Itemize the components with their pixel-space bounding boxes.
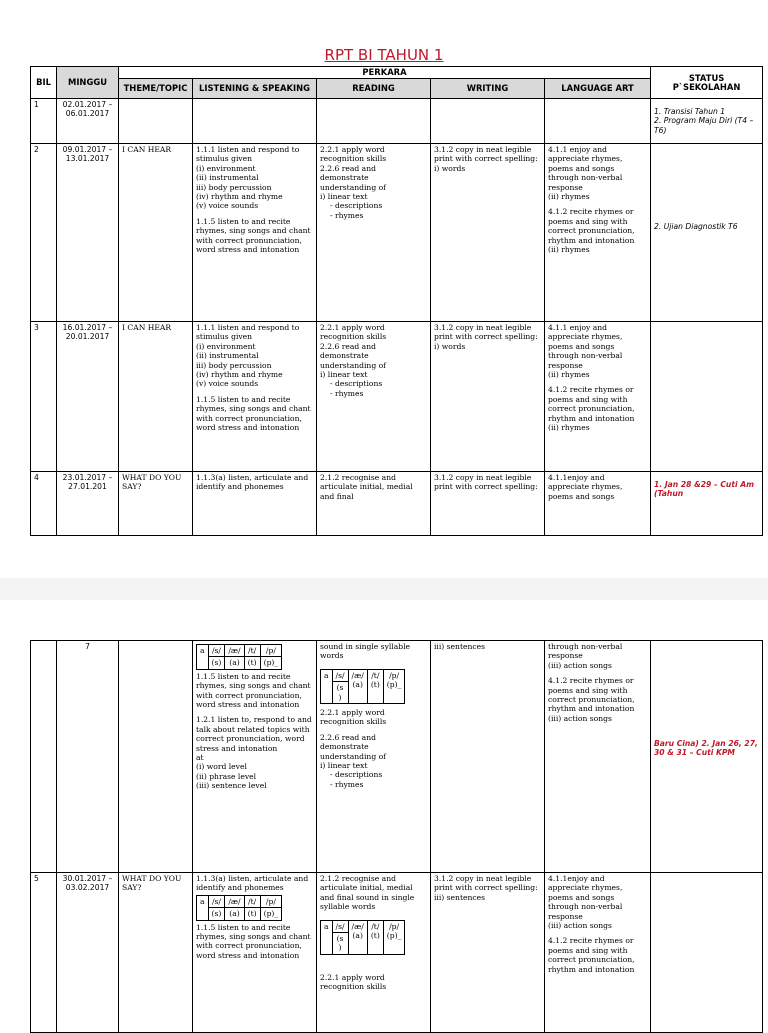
header-minggu: MINGGU [57,67,119,99]
cell-writing [431,99,545,144]
cell-theme [119,641,193,873]
phoneme-letter: (s [336,683,344,693]
status-line: 2. Program Maju Diri (T4 – T6) [654,116,754,135]
skill-text: i) linear text [320,761,368,771]
scheme-table [30,66,763,536]
cell-reading [317,99,431,144]
phoneme-sym: /æ/ [351,670,364,680]
phoneme: /t/ [244,645,260,657]
phoneme: /æ/ [225,895,244,907]
skill-text: sound in single syllable words [320,642,411,661]
cell-bil: 4 [31,472,57,536]
phoneme [383,920,405,954]
cell-listening [193,144,317,322]
header-reading: READING [317,79,431,99]
cell-theme [119,99,193,144]
cell-writing [431,873,545,1033]
skill-text: 1.1.1 listen and respond to stimulus given [196,145,300,164]
phoneme-sym: /p/ [389,921,400,931]
phoneme-letter: (p)_ [260,908,282,920]
skill-text: 2.2.6 read and demonstrate understanding of [320,341,386,370]
phoneme-sym: /t/ [371,670,380,680]
cell-minggu: 16.01.2017 – 20.01.2017 [57,322,119,472]
cell-minggu: 09.01.2017 – 13.01.2017 [57,144,119,322]
list-item: (ii) instrumental [196,351,259,361]
cell-status [651,99,763,144]
cell-status [651,322,763,472]
phoneme [383,669,405,703]
cell-status: Baru Cina) 2. Jan 26, 27, 30 & 31 – Cuti KPM [651,641,763,873]
scheme-table-continued [30,640,763,1033]
skill-text: 1.1.5 listen to and recite rhymes, sing songs and chant with correct pronunciation, word stress and intonation [196,216,311,255]
cell-theme: I CAN HEAR [119,322,193,472]
phoneme-letter: (s) [208,657,225,669]
skill-text: iii) sentences [434,892,486,902]
phoneme-table [196,895,282,921]
cell-bil: 3 [31,322,57,472]
phoneme: /t/ [244,895,260,907]
cell-status: 2. Ujian Diagnostik T6 [651,144,763,322]
cell-theme: WHAT DO YOU SAY? [119,873,193,1033]
table-row [31,322,763,472]
phoneme [367,669,383,703]
cell-reading: 2.1.2 recognise and articulate initial, medial and final [317,472,431,536]
skill-text: 2.1.2 recognise and articulate initial, medial and final sound in single syllable words [320,874,415,912]
cell-reading [317,873,431,1033]
skill-text: 1.1.3(a) listen, articulate and identify and phonemes [196,874,309,893]
skill-text: 1.1.1 listen and respond to stimulus given [196,323,300,342]
phoneme-table [320,920,405,955]
cell-bil [31,641,57,873]
skill-text: through non-verbal response [548,642,623,661]
phoneme [348,669,367,703]
skill-text: (ii) rhymes [548,245,590,255]
phoneme: /s/ [332,920,348,932]
phoneme: /s/ [208,645,225,657]
phoneme-letter: (a) [352,680,363,690]
skill-text: 2.2.6 read and demonstrate understanding of [320,732,386,761]
skill-text: 2.2.1 apply word recognition skills [320,972,387,992]
phoneme: /s/ [208,895,225,907]
skill-text: 4.1.1enjoy and appreciate rhymes, poems and songs through non-verbal response [548,874,623,921]
header-bil: BIL [31,67,57,99]
phoneme-table [196,644,282,670]
skill-text: 4.1.1 enjoy and appreciate rhymes, poems and songs through non-verbal response [548,145,623,192]
cell-bil: 1 [31,99,57,144]
phoneme-letter: (t) [244,657,260,669]
list-item: (ii) instrumental [196,173,259,183]
skill-text: 3.1.2 copy in neat legible print with correct spelling: [434,145,538,164]
cell-listening: 1.1.3(a) listen, articulate and identify and phonemes [193,472,317,536]
list-item: iii) body percussion [196,182,272,192]
skill-text: at [196,753,204,763]
cell-status [651,873,763,1033]
skill-text: (iii) action songs [548,713,612,723]
skill-text: (ii) rhymes [548,192,590,202]
phoneme-letter: (a) [225,908,244,920]
cell-minggu: 7 [57,641,119,873]
phoneme-letter: ) [338,692,342,702]
page-gap [0,578,768,600]
phoneme-sym: /p/ [389,670,400,680]
phoneme-letter: (p)_ [260,657,282,669]
header-status: STATUS P`SEKOLAHAN [651,67,763,99]
phoneme [348,920,367,954]
list-item: (v) voice sounds [196,379,259,389]
list-item: - descriptions [330,201,383,211]
skill-text: 2.2.1 apply word recognition skills [320,323,387,342]
list-item: - descriptions [330,379,383,389]
table-row [31,873,763,1033]
list-item: (iv) rhythm and rhyme [196,370,283,380]
skill-text: 2.2.1 apply word recognition skills [320,145,387,164]
header-writing: WRITING [431,79,545,99]
skill-text: 4.1.2 recite rhymes or poems and sing with correct pronunciation, rhythm and intonation [548,676,635,714]
list-item: (v) voice sounds [196,201,259,211]
cell-minggu: 30.01.2017 – 03.02.2017 [57,873,119,1033]
phoneme-letter: (t) [370,680,380,690]
skill-text: (ii) rhymes [548,423,590,433]
phoneme-letter: (t) [244,908,260,920]
phoneme-letter: (s [336,934,344,944]
skill-text: 2.2.1 apply word recognition skills [320,708,387,727]
cell-writing [431,322,545,472]
cell-language-art [545,873,651,1033]
phoneme-letter: ) [338,943,342,953]
page-title: RPT BI TAHUN 1 [324,46,444,64]
phoneme: /æ/ [225,645,244,657]
cell-listening [193,641,317,873]
phoneme: /s/ [332,669,348,681]
cell-reading [317,322,431,472]
list-item: (iv) rhythm and rhyme [196,192,283,202]
skill-text: 1.1.5 listen to and recite rhymes, sing songs and chant with correct pronunciation, word stress and intonation [196,671,311,710]
list-item: (iii) sentence level [196,781,267,791]
skill-text: (iii) action songs [548,921,612,931]
skill-text: i) words [434,341,466,351]
list-item: (i) environment [196,163,256,173]
phoneme-label: a [321,669,333,703]
cell-listening [193,99,317,144]
list-item: (i) environment [196,341,256,351]
cell-language-art [545,99,651,144]
phoneme: /p/ [260,645,282,657]
skill-text: (ii) rhymes [548,370,590,380]
phoneme-letter: (a) [352,931,363,941]
skill-text: 4.1.2 recite rhymes or poems and sing with correct pronunciation, rhythm and intonation [548,385,635,423]
phoneme-label: a [321,920,333,954]
table-row [31,99,763,144]
table-row [31,472,763,536]
document-page-2 [0,600,768,1024]
cell-theme: I CAN HEAR [119,144,193,322]
cell-language-art [545,144,651,322]
cell-theme: WHAT DO YOU SAY? [119,472,193,536]
cell-writing: iii) sentences [431,641,545,873]
cell-bil: 2 [31,144,57,322]
phoneme [367,920,383,954]
phoneme-letter [332,682,348,704]
phoneme-table [320,669,405,704]
cell-listening [193,322,317,472]
skill-text: 2.2.6 read and demonstrate understanding of [320,163,386,192]
phoneme-letter: (a) [225,657,244,669]
list-item: - rhymes [330,779,364,789]
cell-language-art: 4.1.1enjoy and appreciate rhymes, poems and songs [545,472,651,536]
skill-text: 4.1.1 enjoy and appreciate rhymes, poems and songs through non-verbal response [548,323,623,370]
cell-listening [193,873,317,1033]
cell-minggu: 23.01.2017 – 27.01.201 [57,472,119,536]
phoneme-letter: (p)_ [386,680,402,690]
skill-text: 1.1.5 listen to and recite rhymes, sing songs and chant with correct pronunciation, word stress and intonation [196,922,311,960]
phoneme-letter: (p)_ [386,931,402,941]
phoneme-letter: (t) [370,931,380,941]
cell-reading [317,641,431,873]
skill-text: 4.1.2 recite rhymes or poems and sing with correct pronunciation, rhythm and intonation [548,207,635,245]
list-item: (i) word level [196,762,247,772]
list-item: - rhymes [330,388,364,398]
list-item: iii) body percussion [196,360,272,370]
skill-text: 1.2.1 listen to, respond to and talk about related topics with correct pronunciation, word stress and intonation [196,715,312,753]
header-language-art: LANGUAGE ART [545,79,651,99]
skill-text: i) linear text [320,370,368,380]
table-row [31,641,763,873]
cell-bil: 5 [31,873,57,1033]
header-listening: LISTENING & SPEAKING [193,79,317,99]
cell-language-art [545,322,651,472]
cell-reading [317,144,431,322]
skill-text: (iii) action songs [548,660,612,670]
phoneme-letter: (s) [208,908,225,920]
phoneme-letter [332,933,348,955]
skill-text: 4.1.2 recite rhymes or poems and sing with correct pronunciation, rhythm and intonation [548,936,635,974]
phoneme: /p/ [260,895,282,907]
header-perkara: PERKARA [119,67,651,79]
skill-text: i) words [434,163,466,173]
cell-writing: 3.1.2 copy in neat legible print with correct spelling: [431,472,545,536]
skill-text: 3.1.2 copy in neat legible print with correct spelling: [434,323,538,342]
header-theme: THEME/TOPIC [119,79,193,99]
status-line: 1. Transisi Tahun 1 [654,107,726,116]
cell-status: 1. Jan 28 &29 – Cuti Am (Tahun [651,472,763,536]
skill-text: i) linear text [320,192,368,202]
phoneme-label: a [197,645,209,670]
cell-minggu: 02.01.2017 – 06.01.2017 [57,99,119,144]
list-item: - descriptions [330,770,383,780]
skill-text: 3.1.2 copy in neat legible print with correct spelling: [434,874,538,893]
phoneme-sym: /æ/ [351,921,364,931]
cell-writing [431,144,545,322]
cell-language-art [545,641,651,873]
phoneme-label: a [197,895,209,920]
phoneme-sym: /t/ [371,921,380,931]
skill-text: 1.1.5 listen to and recite rhymes, sing songs and chant with correct pronunciation, word stress and intonation [196,394,311,433]
list-item: - rhymes [330,210,364,220]
table-row [31,144,763,322]
list-item: (ii) phrase level [196,771,257,781]
